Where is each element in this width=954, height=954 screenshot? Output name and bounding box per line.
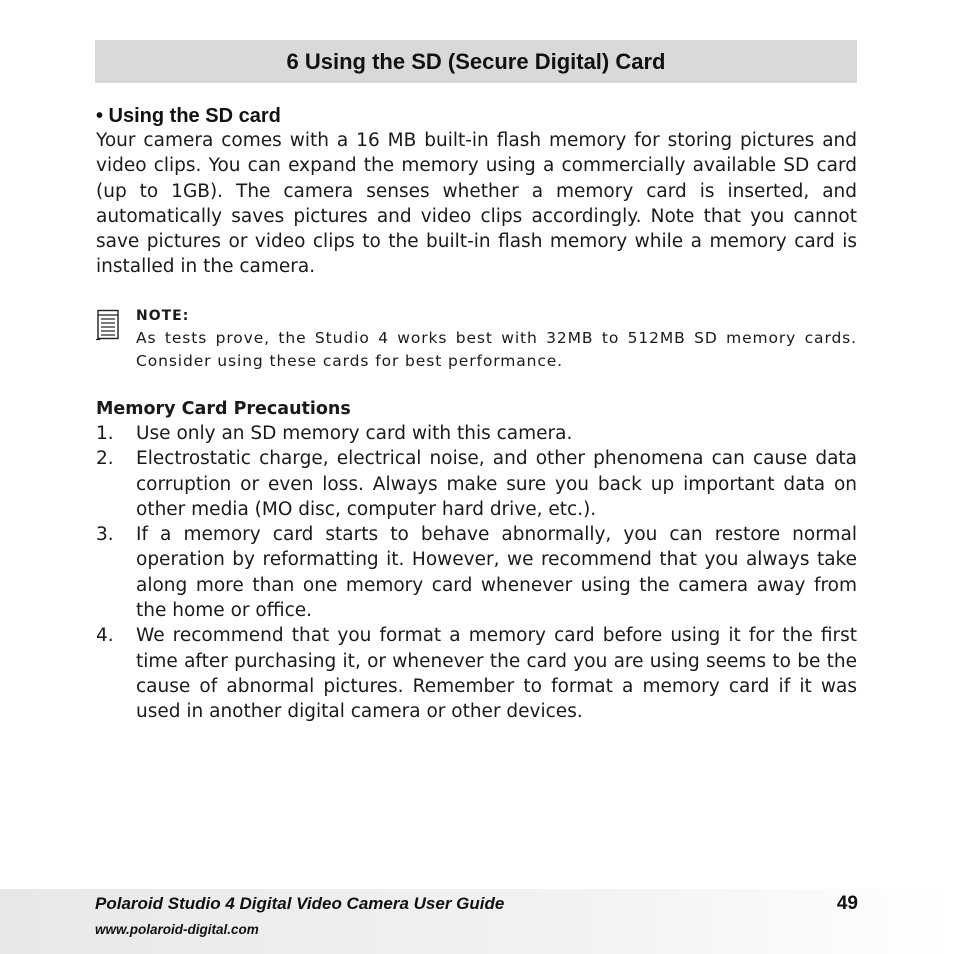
page-number: 49 — [836, 893, 858, 914]
list-item — [96, 522, 857, 623]
list-item-text: We recommend that you format a memory card before using it for the first time after purchasing it, or whenever the card you are using seems to be the cause of abnormal pictures. Remember to format a memory card if it was used in another digital camera or other devices. — [136, 625, 857, 723]
section-paragraph: Your camera comes with a 16 MB built-in flash memory for storing pictures and video clips. You can expand the memory using a commercially available SD card (up to 1GB). The camera senses whether a memory card is inserted, and automatically saves pictures and video clips accordingly. Note that you cannot save pictures or video clips to the built-in flash memory while a memory card is installed in the camera. — [96, 130, 857, 278]
footer-title: Polaroid Studio 4 Digital Video Camera User Guide — [95, 894, 505, 913]
precautions-list — [96, 421, 857, 725]
footer-url: www.polaroid-digital.com — [95, 922, 259, 937]
list-item-number: 3. — [96, 524, 114, 546]
list-item-number: 2. — [96, 448, 114, 470]
notepad-icon — [96, 309, 120, 341]
list-item — [96, 421, 857, 446]
note-block — [136, 305, 857, 373]
list-item-number: 1. — [96, 423, 114, 444]
sd-card-section — [96, 104, 857, 280]
section-heading: • Using the SD card — [96, 105, 281, 127]
list-item-text: If a memory card starts to behave abnormally, you can restore normal operation by reformatting it. However, we recommend that you always take along more than one memory card whenever using the camera away from the home or office. — [136, 524, 857, 622]
chapter-title: 6 Using the SD (Secure Digital) Card — [286, 48, 666, 74]
note-label: NOTE: — [136, 308, 190, 324]
precautions-title: Memory Card Precautions — [96, 399, 351, 419]
list-item-text: Use only an SD memory card with this camera. — [136, 423, 573, 444]
chapter-header — [95, 40, 857, 83]
list-item-text: Electrostatic charge, electrical noise, and other phenomena can cause data corruption or even loss. Always make sure you back up important data on other media (MO disc, computer hard drive, etc.). — [136, 448, 857, 520]
note-text: As tests prove, the Studio 4 works best with 32MB to 512MB SD memory cards. Consider using these cards for best performance. — [136, 329, 857, 370]
precautions-section — [96, 397, 857, 725]
list-item — [96, 446, 857, 522]
list-item-number: 4. — [96, 625, 114, 647]
list-item — [96, 623, 857, 724]
